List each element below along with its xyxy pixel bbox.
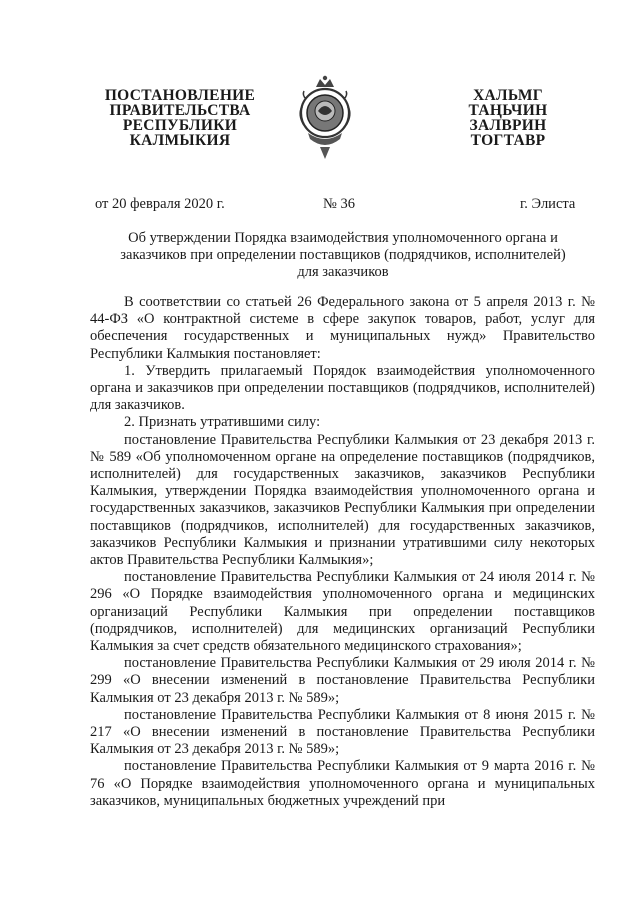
body-paragraph: постановление Правительства Республики Калмыкия от 29 июля 2014 г. № 299 «О внесении изменений в постановление Правительства Республики Калмыкия от 23 декабря 2013 г. № 589»; <box>90 655 595 706</box>
body-paragraph: 2. Признать утратившими силу: <box>124 414 321 431</box>
header-right-line: ЗАЛВРИН <box>469 117 547 134</box>
document-body <box>90 294 595 810</box>
header-left-line: КАЛМЫКИЯ <box>129 132 231 149</box>
header-right-line: ТОГТАВР <box>470 132 546 149</box>
body-paragraph: постановление Правительства Республики Калмыкия от 8 июня 2015 г. № 217 «О внесении изменений в постановление Правительства Республики Калмыкия от 23 декабря 2013 г. № 589»; <box>90 706 595 758</box>
header-left-line: РЕСПУБЛИКИ <box>122 117 238 134</box>
header-russian-title <box>95 88 265 148</box>
document-number: № 36 <box>323 196 355 212</box>
document-city: г. Элиста <box>520 196 576 212</box>
title-line: для заказчиков <box>297 264 389 280</box>
body-paragraph: постановление Правительства Республики Калмыкия от 24 июля 2014 г. № 296 «О Порядке взаимодействия уполномоченного органа и медицинских организаций Республики Калмыкия при определении поставщиков (подрядчиков, исполнителей) для медицинских организаций Республики Калмыкия за счет средств обязательного медицинского страхования»; <box>90 569 595 655</box>
body-paragraph: постановление Правительства Республики Калмыкия от 23 декабря 2013 г. № 589 «Об уполномоченном органе на определение поставщиков (подрядчиков, исполнителей) для государственных заказчиков, заказчиков Республики Калмыкия, утверждении Порядка взаимодействия уполномоченного органа и государственных заказчиков, заказчиков Республики Калмыкия при определении поставщиков (подрядчиков, исполнителей) для государственных заказчиков, заказчиков Республики Калмыкия и признании утратившими силу некоторых актов Правительства Республики Калмыкия»; <box>90 431 595 569</box>
coat-of-arms-icon <box>294 73 356 161</box>
header-right-line: ТАҢЬЧИН <box>468 102 548 119</box>
header-left-line: ПРАВИТЕЛЬСТВА <box>109 102 251 119</box>
document-title <box>95 230 591 281</box>
body-paragraph: В соответствии со статьей 26 Федерального закона от 5 апреля 2013 г. № 44-ФЗ «О контрактной системе в сфере закупок товаров, работ, услуг для обеспечения государственных и муниципальных нужд» Правительство Республики Калмыкия постановляет: <box>90 294 595 362</box>
header-right-line: ХАЛЬМГ <box>473 87 543 104</box>
title-line: Об утверждении Порядка взаимодействия уполномоченного органа и <box>128 230 558 246</box>
title-line: заказчиков при определении поставщиков (подрядчиков, исполнителей) <box>120 247 566 263</box>
body-paragraph: 1. Утвердить прилагаемый Порядок взаимодействия уполномоченного органа и заказчиков при определении поставщиков (подрядчиков, исполнителей) для заказчиков. <box>90 362 595 414</box>
document-date: от 20 февраля 2020 г. <box>95 196 225 212</box>
header-left-line: ПОСТАНОВЛЕНИЕ <box>104 87 256 104</box>
header-kalmyk-title <box>448 88 568 148</box>
body-paragraph: постановление Правительства Республики Калмыкия от 9 марта 2016 г. № 76 «О Порядке взаимодействия уполномоченного органа и муниципальных заказчиков, муниципальных бюджетных учреждений при <box>90 758 595 809</box>
